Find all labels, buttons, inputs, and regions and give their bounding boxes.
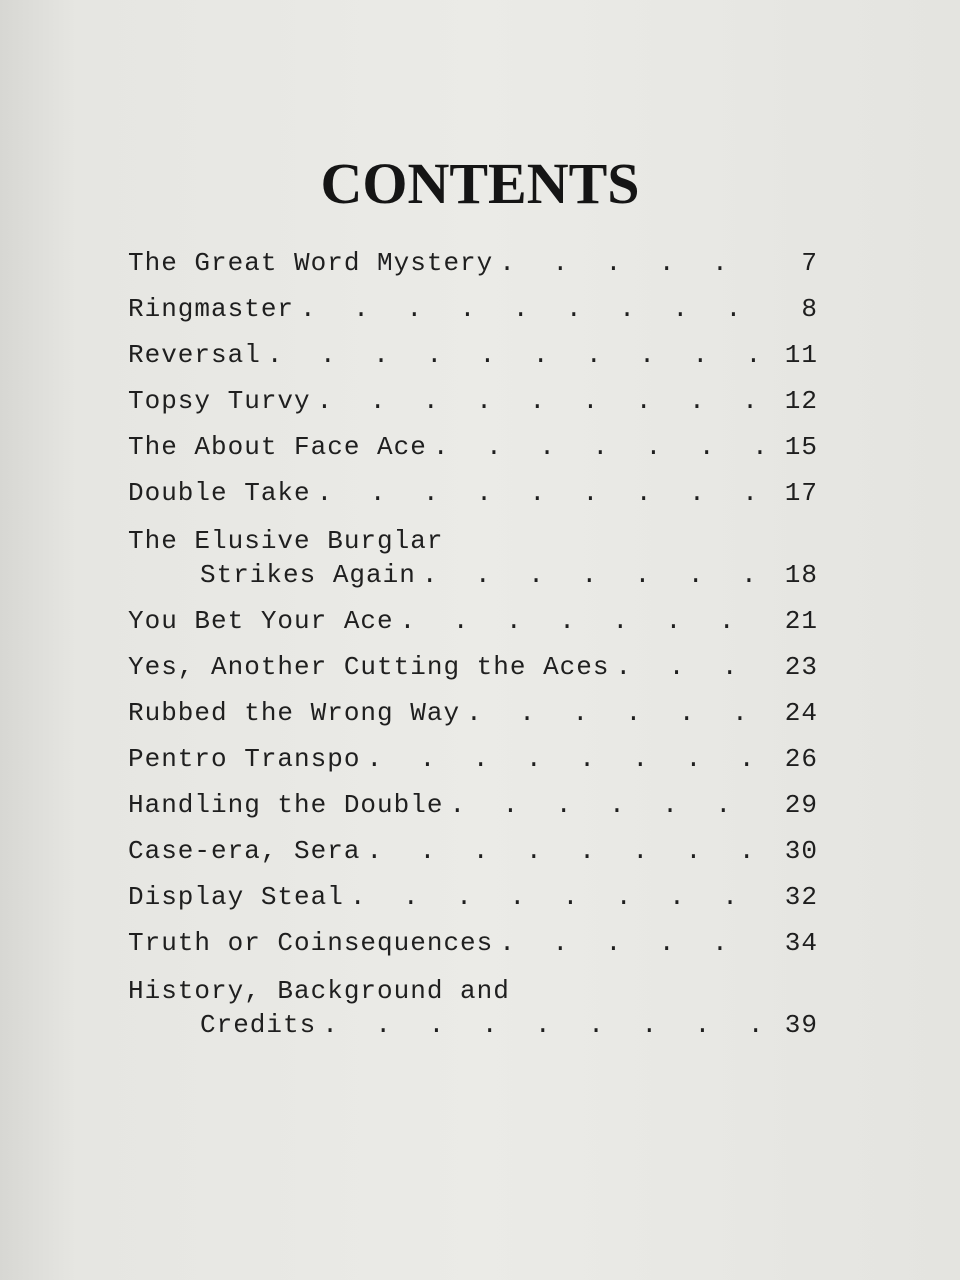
leader-dots: [466, 698, 766, 728]
leader-dots: [317, 478, 766, 508]
leader-dots: [267, 340, 766, 370]
toc-entry-title: The Great Word Mystery: [128, 248, 494, 278]
toc-entry-page: 30: [784, 836, 818, 866]
toc-entry-page: 8: [801, 294, 818, 324]
toc-entry-title: The Elusive Burglar: [128, 526, 444, 556]
toc-entry: [128, 248, 818, 278]
toc-entry: [128, 652, 818, 682]
toc-entry: [128, 790, 818, 820]
toc-entry-page: 24: [784, 698, 818, 728]
toc-entry-page: 23: [784, 652, 818, 682]
leader-dots: [433, 432, 766, 462]
leader-dots: [422, 560, 766, 590]
toc-entry: [128, 882, 818, 912]
toc-entry-page: 17: [784, 478, 818, 508]
toc-entry-continuation: Credits: [200, 1010, 317, 1040]
toc-entry: [128, 606, 818, 636]
leader-dots: [300, 294, 766, 324]
table-of-contents: [128, 240, 818, 1040]
page-title: CONTENTS: [320, 151, 640, 216]
toc-entry: [128, 836, 818, 866]
leader-dots: [366, 836, 766, 866]
toc-entry-title: Ringmaster: [128, 294, 295, 324]
leader-dots: [350, 882, 766, 912]
toc-entry-title: Reversal: [128, 340, 261, 370]
leader-dots: [400, 606, 766, 636]
toc-entry-page: 11: [784, 340, 818, 370]
toc-entry-page: 12: [784, 386, 818, 416]
toc-entry-page: 15: [784, 432, 818, 462]
toc-entry-title: Double Take: [128, 478, 311, 508]
toc-entry-title: The About Face Ace: [128, 432, 427, 462]
toc-entry: [128, 526, 818, 590]
toc-entry: [128, 744, 818, 774]
toc-entry-page: 26: [784, 744, 818, 774]
toc-entry-title: Display Steal: [128, 882, 344, 912]
toc-entry-title: Handling the Double: [128, 790, 444, 820]
toc-entry: [128, 386, 818, 416]
toc-entry-page: 32: [784, 882, 818, 912]
toc-entry-title: Topsy Turvy: [128, 386, 311, 416]
toc-entry: [128, 698, 818, 728]
toc-entry-page: 18: [784, 560, 818, 590]
toc-entry-title: Truth or Coinsequences: [128, 928, 494, 958]
leader-dots: [317, 386, 766, 416]
toc-entry-title: Case-era, Sera: [128, 836, 361, 866]
toc-entry-title: Yes, Another Cutting the Aces: [128, 652, 610, 682]
toc-entry: [128, 976, 818, 1040]
toc-entry: [128, 340, 818, 370]
leader-dots: [615, 652, 766, 682]
toc-entry: [128, 294, 818, 324]
toc-entry-page: 29: [784, 790, 818, 820]
toc-entry-page: 34: [784, 928, 818, 958]
toc-entry-page: 39: [784, 1010, 818, 1040]
leader-dots: [366, 744, 766, 774]
toc-entry-page: 7: [801, 248, 818, 278]
toc-entry-title: Pentro Transpo: [128, 744, 361, 774]
toc-entry-title: You Bet Your Ace: [128, 606, 394, 636]
leader-dots: [499, 928, 766, 958]
toc-entry-page: 21: [784, 606, 818, 636]
leader-dots: [322, 1010, 766, 1040]
toc-entry-title: History, Background and: [128, 976, 510, 1006]
leader-dots: [499, 248, 766, 278]
toc-entry: [128, 478, 818, 508]
toc-entry: [128, 928, 818, 958]
toc-entry-title: Rubbed the Wrong Way: [128, 698, 461, 728]
toc-entry-continuation: Strikes Again: [200, 560, 416, 590]
toc-entry: [128, 432, 818, 462]
leader-dots: [449, 790, 766, 820]
